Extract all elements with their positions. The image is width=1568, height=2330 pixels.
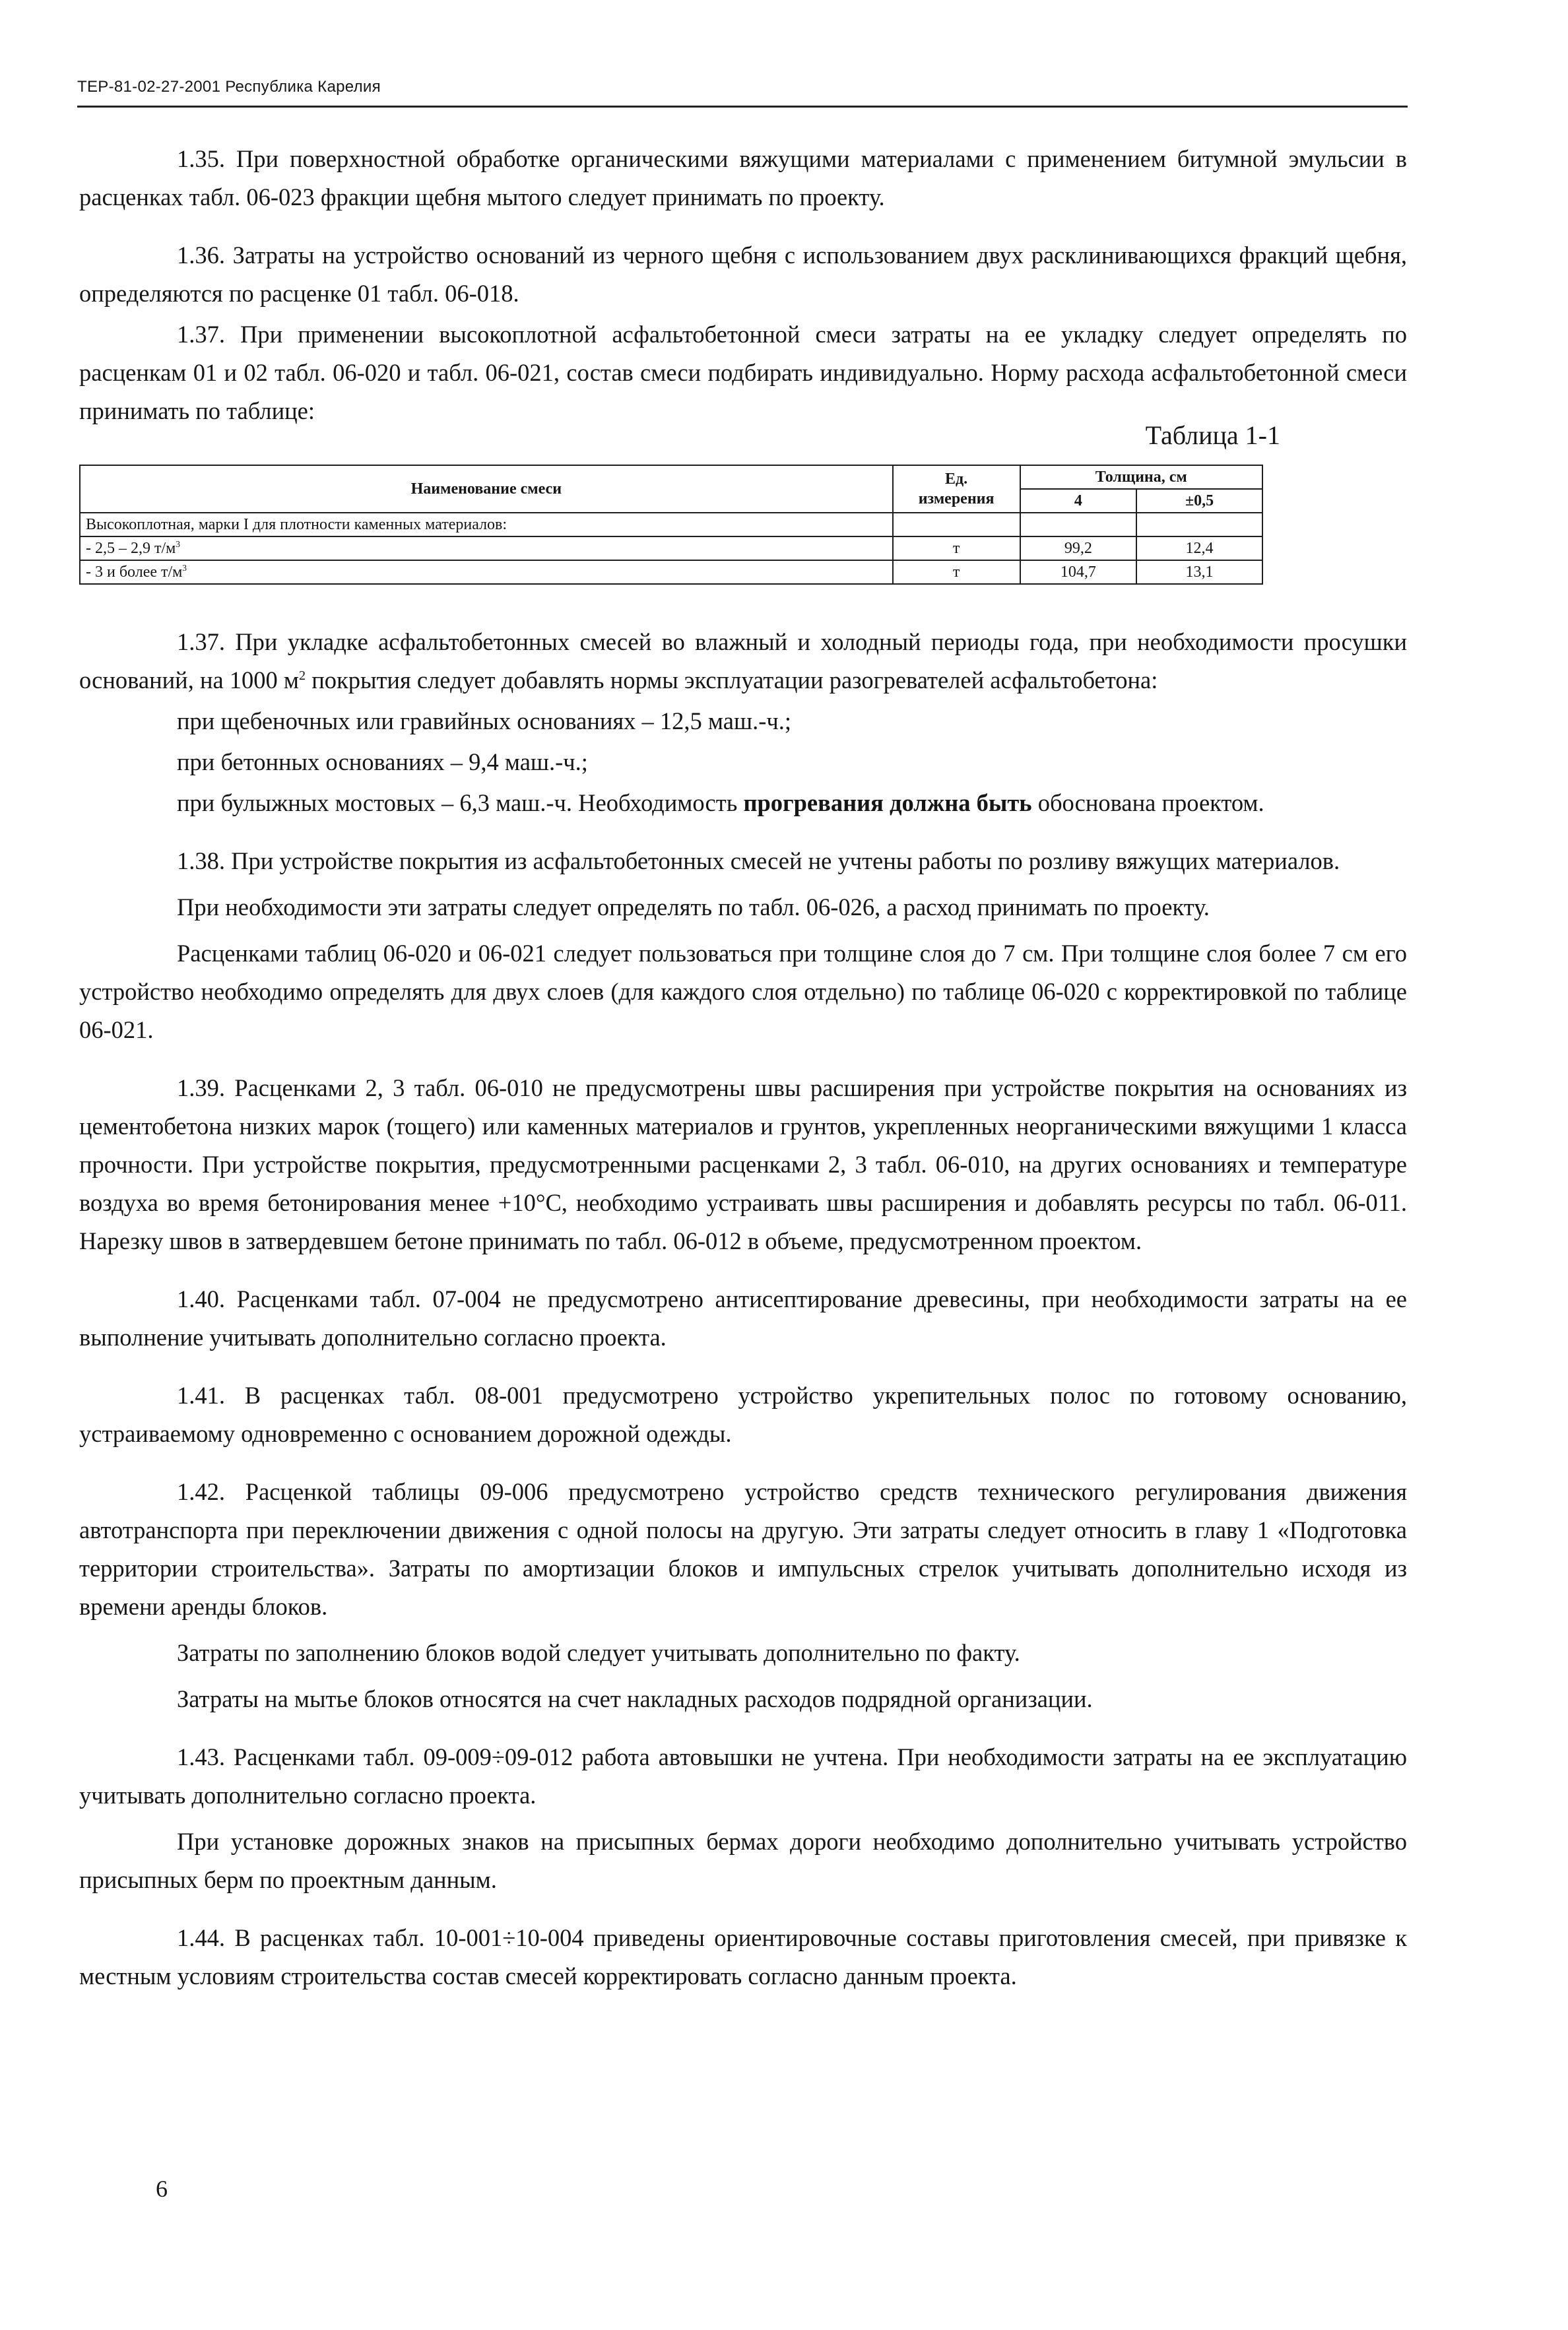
table-row <box>80 536 1262 560</box>
list-item: при бетонных основаниях – 9,4 маш.-ч.; <box>177 748 588 775</box>
header-col-4: 4 <box>1020 489 1137 513</box>
row-unit: т <box>893 536 1020 560</box>
row-value-4: 99,2 <box>1020 536 1137 560</box>
table-row <box>80 560 1262 584</box>
row-value-4: 104,7 <box>1020 560 1137 584</box>
paragraph: Затраты по заполнению блоков водой следует учитывать дополнительно по факту. <box>177 1639 1020 1666</box>
group-label: Высокоплотная, марки I для плотности каменных материалов: <box>80 513 893 536</box>
header-unit-line1: Ед. <box>945 470 968 488</box>
paragraph-1-35: 1.35. При поверхностной обработке органическими вяжущими материалами с применением битумной эмульсии в расценках табл. 06-023 фракции щебня мытого следует принимать по проекту. <box>79 145 1407 210</box>
row-value-pm: 13,1 <box>1136 560 1262 584</box>
header-col-pm: ±0,5 <box>1136 489 1262 513</box>
paragraph-1-37-b: 1.37. При укладке асфальтобетонных смесей во влажный и холодный периоды года, при необходимости просушки оснований, на 1000 $м^2$ покрытия следует добавлять нормы эксплуатации разогревателей асфальтобетона: <box>79 628 1407 694</box>
empty-cell <box>1020 513 1137 536</box>
page-number: 6 <box>156 2176 168 2202</box>
bottom-paragraphs <box>79 842 1407 1995</box>
header-thickness: Толщина, см <box>1020 465 1262 489</box>
header-rule <box>77 106 1408 108</box>
list-item: при булыжных мостовых – 6,3 маш.-ч. Необходимость прогревания должна быть обоснована проектом. <box>177 789 1264 816</box>
paragraph: 1.41. В расценках табл. 08-001 предусмотрено устройство укрепительных полос по готовому основанию, устраиваемому одновременно с основанием дорожной одежды. <box>79 1382 1407 1447</box>
row-value-pm: 12,4 <box>1136 536 1262 560</box>
paragraph: Затраты на мытье блоков относятся на счет накладных расходов подрядной организации. <box>177 1685 1093 1712</box>
table-caption: Таблица 1-1 <box>1145 420 1280 450</box>
table-header-row <box>80 465 1262 489</box>
paragraph: 1.39. Расценками 2, 3 табл. 06-010 не предусмотрены швы расширения при устройстве покрытия на основаниях из цементобетона низких марок (тощего) или каменных материалов и грунтов, укрепленных неорганическими вяжущими 1 класса прочности. При устройстве покрытия, предусмотренными расценками 2, 3 табл. 06-010, на других основаниях и температуре воздуха во время бетонирования менее +10°С, необходимо устраивать швы расширения и добавлять ресурсы по табл. 06-011. Нарезку швов в затвердевшем бетоне принимать по табл. 06-012 в объеме, предусмотренном проектом. <box>79 1074 1407 1254</box>
paragraph: 1.42. Расценкой таблицы 09-006 предусмотрено устройство средств технического регулирования движения автотранспорта при переключении движения с одной полосы на другую. Эти затраты следует относить в главу 1 «Подготовка территории строительства». Затраты по амортизации блоков и импульсных стрелок учитывать дополнительно исходя из времени аренды блоков. <box>79 1478 1407 1620</box>
header-mix-name: Наименование смеси <box>80 465 893 513</box>
paragraph: 1.40. Расценками табл. 07-004 не предусмотрено антисептирование древесины, при необходимости затраты на ее выполнение учитывать дополнительно согласно проекта. <box>79 1285 1407 1351</box>
row-unit: т <box>893 560 1020 584</box>
paragraph: Расценками таблиц 06-020 и 06-021 следует пользоваться при толщине слоя до 7 см. При толщине слоя более 7 см его устройство необходимо определять для двух слоев (для каждого слоя отдельно) по таблице 06-020 с корректировкой по таблице 06-021. <box>79 940 1407 1043</box>
paragraph: 1.44. В расценках табл. 10-001÷10-004 приведены ориентировочные составы приготовления смесей, при привязке к местным условиям строительства состав смесей корректировать согласно данным проекта. <box>79 1924 1407 1990</box>
running-title: ТЕР-81-02-27-2001 Республика Карелия <box>77 78 381 96</box>
paragraph: При установке дорожных знаков на присыпных бермах дороги необходимо дополнительно учитывать устройство присыпных берм по проектным данным. <box>79 1828 1407 1893</box>
table-group-row <box>80 513 1262 536</box>
mix-consumption-table <box>79 465 1263 585</box>
row-name: - 2,5 – 2,9 $т/м^3$ <box>80 536 893 560</box>
bottom-text-block <box>79 623 1407 1995</box>
row-name: - 3 и более $т/м^3$ <box>80 560 893 584</box>
paragraph: 1.43. Расценками табл. 09-009÷09-012 работа автовышки не учтена. При необходимости затраты на ее эксплуатацию учитывать дополнительно согласно проекта. <box>79 1743 1407 1809</box>
paragraph: При необходимости эти затраты следует определять по табл. 06-026, а расход принимать по проекту. <box>177 893 1210 921</box>
top-text-block <box>79 140 1407 430</box>
list-item: при щебеночных или гравийных основаниях – 12,5 маш.-ч.; <box>177 707 791 734</box>
empty-cell <box>893 513 1020 536</box>
paragraph-1-37: 1.37. При применении высокоплотной асфальтобетонной смеси затраты на ее укладку следует определять по расценкам 01 и 02 табл. 06-020 и табл. 06-021, состав смеси подбирать индивидуально. Норму расхода асфальтобетонной смеси принимать по таблице: <box>79 321 1407 424</box>
paragraph: 1.38. При устройстве покрытия из асфальтобетонных смесей не учтены работы по розливу вяжущих материалов. <box>177 847 1340 874</box>
empty-cell <box>1136 513 1262 536</box>
paragraph-1-36: 1.36. Затраты на устройство оснований из черного щебня с использованием двух расклинивающихся фракций щебня, определяются по расценке 01 табл. 06-018. <box>79 242 1407 307</box>
header-unit <box>893 465 1020 513</box>
header-unit-line2: измерения <box>918 490 995 507</box>
